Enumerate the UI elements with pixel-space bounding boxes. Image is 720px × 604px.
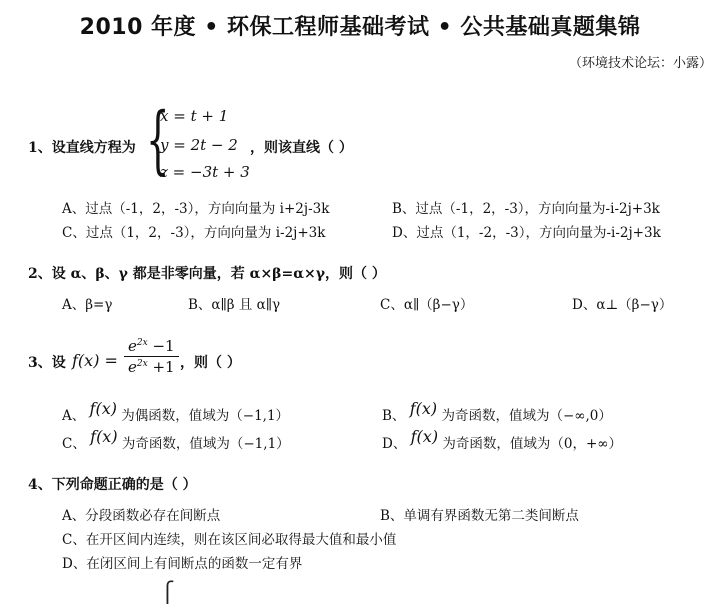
q3-option-c-text: 为奇函数，值域为（−1,1） [121, 436, 290, 452]
q3-suffix: ，则（ ） [180, 355, 241, 371]
page-title: 2010 年度 • 环保工程师基础考试 • 公共基础真题集锦 [79, 15, 641, 40]
q3-option-d-text: 为奇函数，值域为（0，+∞） [442, 436, 623, 452]
q3-function: f(x) = [72, 351, 118, 370]
q3-option-a-text: 为偶函数，值域为（−1,1） [121, 408, 290, 424]
next-question-brace-fragment: ⎧ [160, 580, 175, 604]
q3-option-b-letter: B、 [382, 408, 406, 424]
q3-option-a-letter: A、 [62, 408, 86, 424]
q3-num-tail: −1 [147, 337, 175, 355]
q4-option-a: A、分段函数必存在间断点 [62, 508, 221, 524]
q1-option-c: C、过点（1，2，-3），方向向量为 i-2j+3k [62, 225, 326, 241]
q3-option-d-fx: f(x) [410, 427, 439, 446]
q1-eq3: z = −3t + 3 [160, 163, 250, 181]
q3-fraction [124, 337, 179, 376]
q4-option-c: C、在开区间内连续，则在该区间必取得最大值和最小值 [62, 532, 397, 548]
q3-prefix: 3、设 [28, 355, 66, 371]
q3-option-b [382, 399, 612, 424]
q2-option-d: D、α⊥（β−γ） [572, 297, 673, 313]
q3-den-base: e [128, 358, 137, 376]
q3-option-b-fx: f(x) [409, 399, 438, 418]
q3-option-a-fx: f(x) [89, 399, 117, 418]
q2-option-c: C、α∥（β−γ） [380, 297, 474, 313]
q3-num-exp: 2x [136, 338, 148, 348]
q1-prefix: 1、设直线方程为 [28, 140, 136, 156]
source-note: （环境技术论坛：小露） [568, 56, 712, 71]
q4-text: 4、下列命题正确的是（ ） [28, 477, 197, 493]
q1-eq2: y = 2t − 2 [160, 136, 238, 154]
q3-option-c-letter: C、 [62, 436, 86, 452]
q1-option-b: B、过点（-1，2，-3），方向向量为-i-2j+3k [392, 201, 660, 217]
q3-option-b-text: 为奇函数，值域为（−∞,0） [441, 408, 612, 424]
q3-den-exp: 2x [136, 359, 148, 369]
q3-option-d [382, 427, 623, 452]
q1-eq1: x = t + 1 [160, 107, 229, 125]
q4-option-d: D、在闭区间上有间断点的函数一定有界 [62, 556, 303, 572]
q3-den-tail: +1 [147, 358, 175, 376]
q2-option-a: A、β=γ [62, 297, 113, 313]
q3-option-d-letter: D、 [382, 436, 407, 452]
q3-option-a [62, 399, 290, 424]
q2-option-b: B、α∥β 且 α∥γ [188, 297, 281, 313]
q3-option-c [62, 427, 290, 452]
q4-option-b: B、单调有界函数无第二类间断点 [380, 508, 579, 524]
q3-option-c-fx: f(x) [90, 427, 118, 446]
q1-option-d: D、过点（1，-2，-3），方向向量为-i-2j+3k [392, 225, 661, 241]
q1-brace: { [146, 97, 170, 183]
q3-num-base: e [128, 337, 137, 355]
q1-suffix: ，则该直线（ ） [250, 140, 353, 156]
q1-option-a: A、过点（-1，2，-3），方向向量为 i+2j-3k [62, 201, 330, 217]
q2-text: 2、设 α、β、γ 都是非零向量，若 α×β=α×γ，则（ ） [28, 266, 386, 282]
